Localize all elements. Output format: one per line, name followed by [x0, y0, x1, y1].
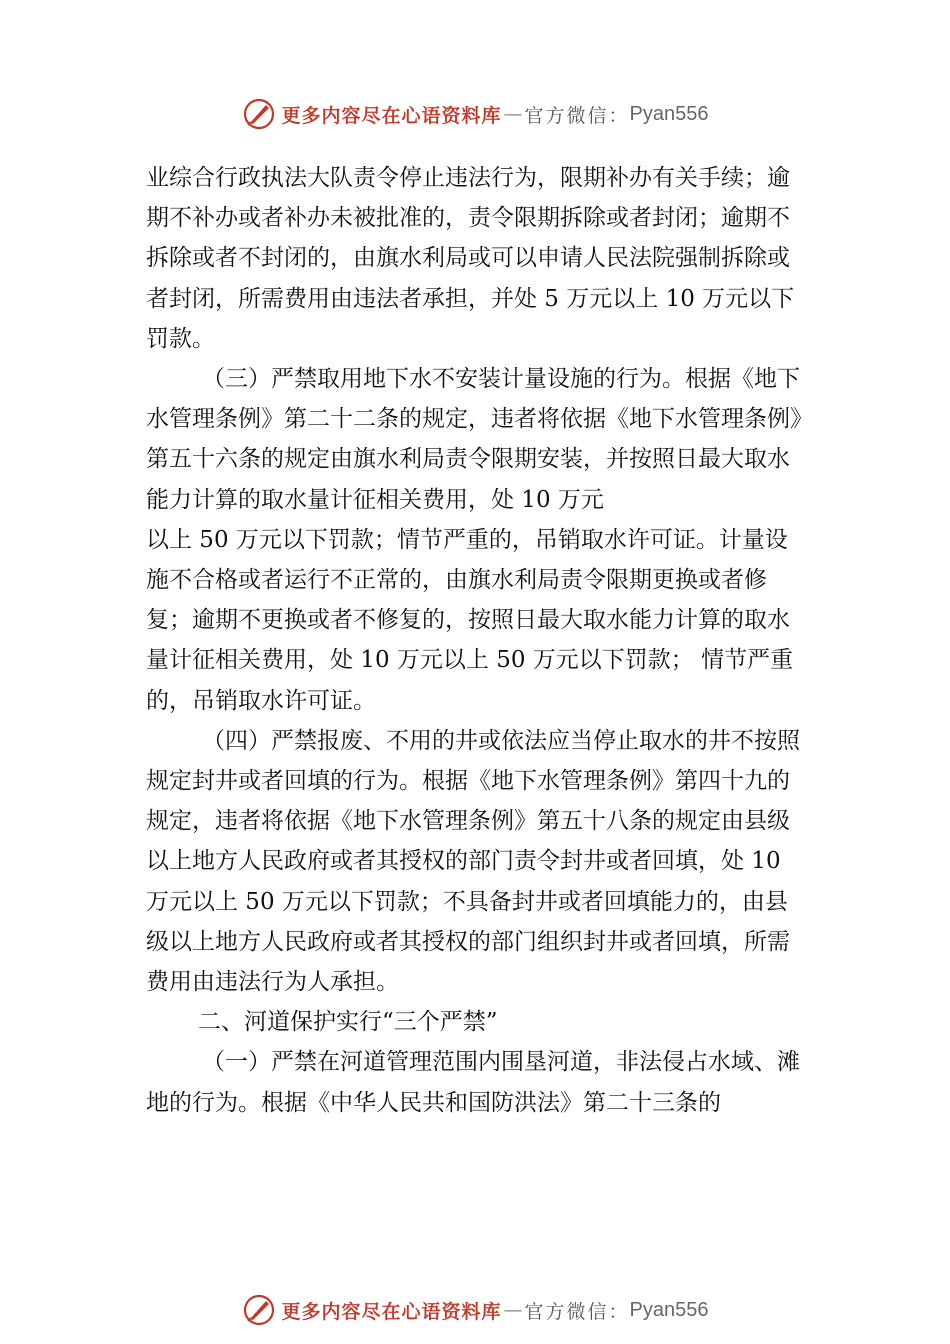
header-wechat-id: Pyan556 [629, 102, 709, 125]
section-heading: 二、河道保护实行“三个严禁” [198, 1009, 498, 1036]
header-watermark [0, 94, 950, 134]
header-brand: 更多内容尽在心语资料库 [281, 104, 502, 127]
quill-pen-logo-icon [242, 97, 276, 131]
paragraph-2: （三）严禁取用地下水不安装计量设施的行为。根据《地下水管理条例》第二十二条的规定，违者将依据《地下水管理条例》第五十六条的规定由旗水利局责令限期安装，并按照日最大取水能力计算的取水量计征相关费用，处 10 万元 [146, 366, 802, 513]
paragraph-3: 以上 50 万元以下罚款；情节严重的，吊销取水许可证。计量设施不合格或者运行不正常的，由旗水利局责令限期更换或者修复；逾期不更换或者不修复的，按照日最大取水能力计算的取水量计征相关费用，处 10 万元以上 50 万元以下罚款； 情节严重的，吊销取水许可证。 [146, 526, 794, 714]
paragraph-1: 业综合行政执法大队责令停止违法行为，限期补办有关手续；逾期不补办或者补办未被批准的，责令限期拆除或者封闭；逾期不拆除或者不封闭的，由旗水利局或可以申请人民法院强制拆除或者封闭，所需费用由违法者承担，并处 5 万元以上 10 万元以下罚款。 [146, 165, 795, 352]
footer-brand: 更多内容尽在心语资料库 [281, 1300, 502, 1323]
footer-separator: — [503, 1299, 523, 1321]
header-official-label: 官方微信： [524, 104, 630, 127]
paragraph-5: （一）严禁在河道管理范围内围垦河道，非法侵占水域、滩地的行为。根据《中华人民共和国防洪法》第二十三条的 [146, 1049, 800, 1116]
footer-official-label: 官方微信： [524, 1300, 630, 1323]
footer-watermark [0, 1290, 950, 1330]
document-body [146, 158, 810, 1123]
quill-pen-logo-icon [242, 1293, 276, 1327]
header-separator: — [503, 103, 523, 125]
footer-wechat-id: Pyan556 [629, 1298, 709, 1321]
paragraph-4: （四）严禁报废、不用的井或依法应当停止取水的井不按照规定封井或者回填的行为。根据《地下水管理条例》第四十九的规定，违者将依据《地下水管理条例》第五十八条的规定由县级以上地方人民政府或者其授权的部门责令封井或者回填，处 10 万元以上 50 万元以下罚款；不具备封井或者回填能力的，由县级以上地方人民政府或者其授权的部门组织封井或者回填，所需费用由违法行为人承担。 [146, 727, 800, 996]
